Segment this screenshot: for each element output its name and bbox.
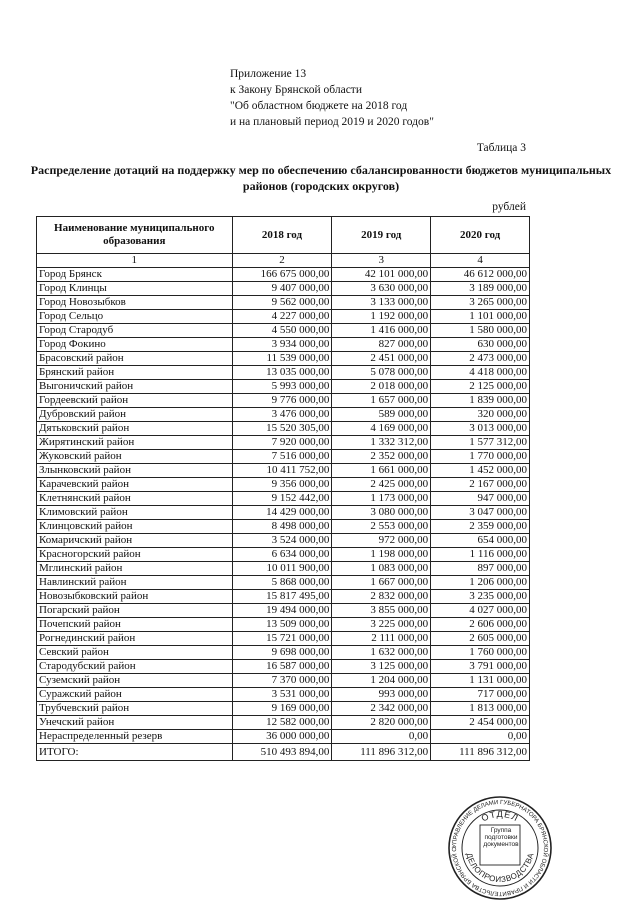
row-name: Выгоничский район <box>37 380 233 394</box>
row-2020: 1 101 000,00 <box>431 310 530 324</box>
column-number: 1 <box>37 254 233 268</box>
row-2020: 717 000,00 <box>431 688 530 702</box>
row-2019: 4 169 000,00 <box>332 422 431 436</box>
row-2018: 36 000 000,00 <box>232 730 332 744</box>
table-row <box>37 618 530 632</box>
row-2018: 8 498 000,00 <box>232 520 332 534</box>
row-2020: 3 791 000,00 <box>431 660 530 674</box>
row-2020: 2 125 000,00 <box>431 380 530 394</box>
row-2019: 1 632 000,00 <box>332 646 431 660</box>
row-2019: 1 192 000,00 <box>332 310 431 324</box>
row-name: Карачевский район <box>37 478 233 492</box>
row-name: Город Брянск <box>37 268 233 282</box>
row-name: Мглинский район <box>37 562 233 576</box>
row-2019: 3 630 000,00 <box>332 282 431 296</box>
appendix-header <box>230 66 434 130</box>
row-2019: 3 080 000,00 <box>332 506 431 520</box>
currency-unit-label: рублей <box>492 201 526 213</box>
total-row <box>37 744 530 761</box>
column-number: 3 <box>332 254 431 268</box>
row-2018: 3 476 000,00 <box>232 408 332 422</box>
row-2018: 7 370 000,00 <box>232 674 332 688</box>
row-2018: 5 993 000,00 <box>232 380 332 394</box>
row-2018: 6 634 000,00 <box>232 548 332 562</box>
row-name: Стародубский район <box>37 660 233 674</box>
row-name: Погарский район <box>37 604 233 618</box>
subsidies-table <box>36 216 530 761</box>
row-2019: 1 657 000,00 <box>332 394 431 408</box>
row-name: Почепский район <box>37 618 233 632</box>
row-name: Нераспределенный резерв <box>37 730 233 744</box>
stamp-inner-line: Группа <box>490 827 512 834</box>
row-2018: 16 587 000,00 <box>232 660 332 674</box>
row-2018: 9 356 000,00 <box>232 478 332 492</box>
svg-text:ОТДЕЛ: ОТДЕЛ <box>479 808 521 824</box>
row-2018: 4 227 000,00 <box>232 310 332 324</box>
row-2020: 1 839 000,00 <box>431 394 530 408</box>
table-row <box>37 660 530 674</box>
table-row <box>37 282 530 296</box>
row-2020: 3 189 000,00 <box>431 282 530 296</box>
row-2019: 2 451 000,00 <box>332 352 431 366</box>
row-name: Новозыбковский район <box>37 590 233 604</box>
appendix-line-2: к Закону Брянской области <box>230 84 362 96</box>
row-2018: 9 562 000,00 <box>232 296 332 310</box>
total-2018: 510 493 894,00 <box>232 744 332 761</box>
table-row <box>37 562 530 576</box>
row-2018: 15 817 495,00 <box>232 590 332 604</box>
row-2020: 947 000,00 <box>431 492 530 506</box>
row-2019: 2 111 000,00 <box>332 632 431 646</box>
row-2018: 14 429 000,00 <box>232 506 332 520</box>
row-name: Злынковский район <box>37 464 233 478</box>
table-row <box>37 548 530 562</box>
table-row <box>37 408 530 422</box>
table-row <box>37 646 530 660</box>
row-name: Город Фокино <box>37 338 233 352</box>
table-row <box>37 590 530 604</box>
row-2018: 10 411 752,00 <box>232 464 332 478</box>
row-2020: 2 167 000,00 <box>431 478 530 492</box>
row-2020: 1 770 000,00 <box>431 450 530 464</box>
office-stamp <box>447 795 553 901</box>
row-2020: 3 013 000,00 <box>431 422 530 436</box>
row-2018: 9 776 000,00 <box>232 394 332 408</box>
column-header-2020: 2020 год <box>431 217 530 254</box>
table-row <box>37 338 530 352</box>
table-row <box>37 436 530 450</box>
row-2019: 3 855 000,00 <box>332 604 431 618</box>
row-2019: 1 204 000,00 <box>332 674 431 688</box>
table-row <box>37 520 530 534</box>
row-2020: 2 454 000,00 <box>431 716 530 730</box>
row-2020: 1 580 000,00 <box>431 324 530 338</box>
row-name: Навлинский район <box>37 576 233 590</box>
row-2020: 654 000,00 <box>431 534 530 548</box>
row-2018: 11 539 000,00 <box>232 352 332 366</box>
row-name: Жуковский район <box>37 450 233 464</box>
row-2019: 1 661 000,00 <box>332 464 431 478</box>
row-2018: 15 721 000,00 <box>232 632 332 646</box>
row-name: Климовский район <box>37 506 233 520</box>
row-name: Дубровский район <box>37 408 233 422</box>
row-name: Комаричский район <box>37 534 233 548</box>
row-2020: 3 235 000,00 <box>431 590 530 604</box>
table-row <box>37 688 530 702</box>
row-name: Город Стародуб <box>37 324 233 338</box>
stamp-inner-text <box>483 827 519 863</box>
table-row <box>37 324 530 338</box>
row-2018: 13 509 000,00 <box>232 618 332 632</box>
svg-text:ДЕЛОПРОИЗВОДСТВА: ДЕЛОПРОИЗВОДСТВА <box>464 851 536 885</box>
table-body <box>37 268 530 744</box>
row-2018: 9 152 442,00 <box>232 492 332 506</box>
table-row <box>37 268 530 282</box>
appendix-line-1: Приложение 13 <box>230 68 307 80</box>
document-title: Распределение дотаций на поддержку мер по обеспечению сбалансированности бюджетов муниципальных районов (городских округов) <box>30 163 612 193</box>
column-header-2018: 2018 год <box>232 217 332 254</box>
table-row <box>37 674 530 688</box>
row-name: Клетнянский район <box>37 492 233 506</box>
row-2018: 7 920 000,00 <box>232 436 332 450</box>
row-2018: 3 934 000,00 <box>232 338 332 352</box>
table-row <box>37 604 530 618</box>
row-name: Брасовский район <box>37 352 233 366</box>
row-2019: 827 000,00 <box>332 338 431 352</box>
table-row <box>37 310 530 324</box>
table-row <box>37 450 530 464</box>
row-2019: 3 133 000,00 <box>332 296 431 310</box>
row-2019: 2 352 000,00 <box>332 450 431 464</box>
table-row <box>37 716 530 730</box>
row-2020: 2 606 000,00 <box>431 618 530 632</box>
row-2019: 3 125 000,00 <box>332 660 431 674</box>
row-2020: 4 418 000,00 <box>431 366 530 380</box>
row-2019: 2 018 000,00 <box>332 380 431 394</box>
table-row <box>37 380 530 394</box>
row-2020: 2 473 000,00 <box>431 352 530 366</box>
row-2020: 1 131 000,00 <box>431 674 530 688</box>
row-2019: 1 416 000,00 <box>332 324 431 338</box>
row-2020: 1 452 000,00 <box>431 464 530 478</box>
row-2020: 1 116 000,00 <box>431 548 530 562</box>
row-2019: 5 078 000,00 <box>332 366 431 380</box>
row-name: Севский район <box>37 646 233 660</box>
row-2018: 4 550 000,00 <box>232 324 332 338</box>
table-row <box>37 394 530 408</box>
column-number: 4 <box>431 254 530 268</box>
row-2018: 12 582 000,00 <box>232 716 332 730</box>
row-2018: 10 011 900,00 <box>232 562 332 576</box>
row-2019: 1 667 000,00 <box>332 576 431 590</box>
column-header-2019: 2019 год <box>332 217 431 254</box>
row-2020: 2 605 000,00 <box>431 632 530 646</box>
row-name: Унечский район <box>37 716 233 730</box>
total-2019: 111 896 312,00 <box>332 744 431 761</box>
row-2020: 0,00 <box>431 730 530 744</box>
column-number-row <box>37 254 530 268</box>
table-row <box>37 492 530 506</box>
svg-text:УПРАВЛЕНИЕ ДЕЛАМИ ГУБЕРНАТОРА: УПРАВЛЕНИЕ ДЕЛАМИ ГУБЕРНАТОРА БРЯНСКОЙ ОБЛАСТИ И ПРАВИТЕЛЬСТВА БРЯНСКОЙ О <box>451 799 549 897</box>
row-2020: 3 265 000,00 <box>431 296 530 310</box>
row-2019: 42 101 000,00 <box>332 268 431 282</box>
table-row <box>37 534 530 548</box>
table-header-row <box>37 217 530 254</box>
row-name: Клинцовский район <box>37 520 233 534</box>
row-2019: 1 173 000,00 <box>332 492 431 506</box>
row-2018: 9 698 000,00 <box>232 646 332 660</box>
row-2020: 1 206 000,00 <box>431 576 530 590</box>
row-2018: 13 035 000,00 <box>232 366 332 380</box>
table-row <box>37 296 530 310</box>
table-row <box>37 366 530 380</box>
row-2018: 19 494 000,00 <box>232 604 332 618</box>
row-2019: 2 553 000,00 <box>332 520 431 534</box>
row-2019: 3 225 000,00 <box>332 618 431 632</box>
stamp-inner-line: подготовки <box>484 834 518 841</box>
row-name: Город Новозыбков <box>37 296 233 310</box>
table-row <box>37 422 530 436</box>
column-header-name: Наименование муниципального образования <box>37 217 233 254</box>
column-number: 2 <box>232 254 332 268</box>
row-2019: 1 332 312,00 <box>332 436 431 450</box>
row-2019: 2 425 000,00 <box>332 478 431 492</box>
row-2020: 1 813 000,00 <box>431 702 530 716</box>
appendix-line-4: и на плановый период 2019 и 2020 годов" <box>230 116 434 128</box>
row-name: Дятьковский район <box>37 422 233 436</box>
total-2020: 111 896 312,00 <box>431 744 530 761</box>
stamp-inner-line: документов <box>483 841 519 848</box>
row-2020: 897 000,00 <box>431 562 530 576</box>
row-name: Красногорский район <box>37 548 233 562</box>
row-2019: 972 000,00 <box>332 534 431 548</box>
row-2019: 0,00 <box>332 730 431 744</box>
table-row <box>37 464 530 478</box>
row-name: Жирятинский район <box>37 436 233 450</box>
row-name: Суземский район <box>37 674 233 688</box>
table-row <box>37 352 530 366</box>
table-row <box>37 506 530 520</box>
row-name: Город Клинцы <box>37 282 233 296</box>
row-2020: 4 027 000,00 <box>431 604 530 618</box>
row-2018: 3 531 000,00 <box>232 688 332 702</box>
row-2020: 630 000,00 <box>431 338 530 352</box>
table-row <box>37 632 530 646</box>
row-2018: 15 520 305,00 <box>232 422 332 436</box>
row-name: Суражский район <box>37 688 233 702</box>
row-2020: 320 000,00 <box>431 408 530 422</box>
row-2019: 2 832 000,00 <box>332 590 431 604</box>
row-2020: 2 359 000,00 <box>431 520 530 534</box>
table-number-label: Таблица 3 <box>476 142 526 154</box>
row-2020: 1 577 312,00 <box>431 436 530 450</box>
table-row <box>37 730 530 744</box>
row-2019: 993 000,00 <box>332 688 431 702</box>
appendix-line-3: "Об областном бюджете на 2018 год <box>230 100 408 112</box>
row-2020: 3 047 000,00 <box>431 506 530 520</box>
row-2018: 7 516 000,00 <box>232 450 332 464</box>
row-2019: 2 820 000,00 <box>332 716 431 730</box>
row-name: Город Сельцо <box>37 310 233 324</box>
row-2018: 9 169 000,00 <box>232 702 332 716</box>
row-2018: 5 868 000,00 <box>232 576 332 590</box>
row-2019: 589 000,00 <box>332 408 431 422</box>
row-2019: 1 083 000,00 <box>332 562 431 576</box>
table-row <box>37 702 530 716</box>
row-name: Трубчевский район <box>37 702 233 716</box>
row-2018: 3 524 000,00 <box>232 534 332 548</box>
row-2018: 166 675 000,00 <box>232 268 332 282</box>
row-2020: 46 612 000,00 <box>431 268 530 282</box>
total-label: ИТОГО: <box>37 744 233 761</box>
row-name: Гордеевский район <box>37 394 233 408</box>
row-2020: 1 760 000,00 <box>431 646 530 660</box>
table-row <box>37 478 530 492</box>
table-row <box>37 576 530 590</box>
row-2018: 9 407 000,00 <box>232 282 332 296</box>
row-2019: 2 342 000,00 <box>332 702 431 716</box>
row-name: Брянский район <box>37 366 233 380</box>
row-2019: 1 198 000,00 <box>332 548 431 562</box>
row-name: Рогнединский район <box>37 632 233 646</box>
